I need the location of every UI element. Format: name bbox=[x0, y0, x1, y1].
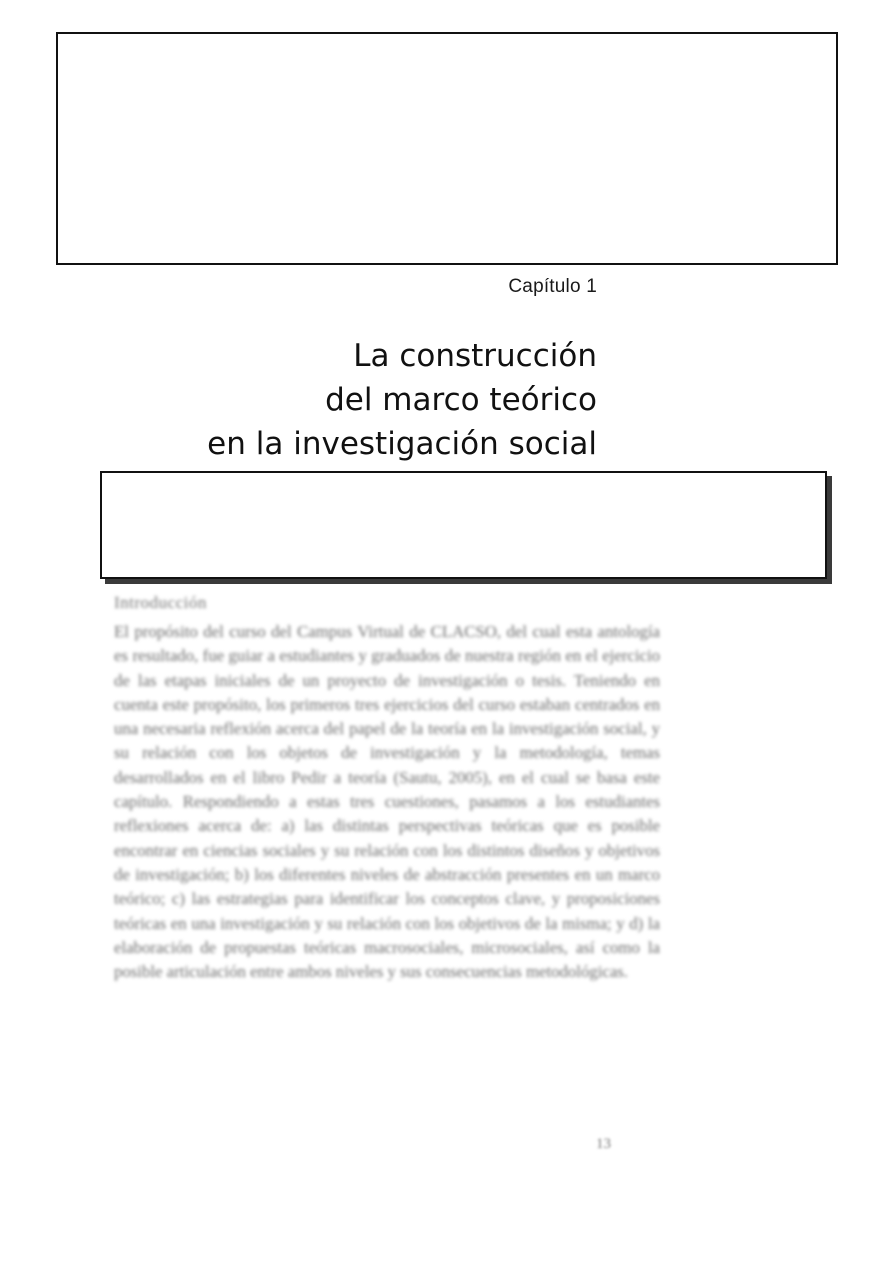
chapter-title-line: del marco teórico bbox=[325, 382, 597, 418]
chapter-title-line: La construcción bbox=[353, 338, 597, 374]
chapter-title-line: en la investigación social bbox=[207, 426, 597, 462]
image-placeholder-frame bbox=[56, 32, 838, 265]
body-paragraph: El propósito del curso del Campus Virtual de CLACSO, del cual esta antología es resultado, fue guiar a estudiantes y graduados de nuestra región en el ejercicio de las etapas iniciales de un proyecto de investigación o tesis. Teniendo en cuenta este propósito, los primeros tres ejercicios del curso estaban centrados en una necesaria reflexión acerca del papel de la teoría en la investigación social, y su relación con los objetos de investigación y la metodología, temas desarrollados en el libro Pedir a teoría (Sautu, 2005), en el cual se basa este capítulo. Respondiendo a estas tres cuestiones, pasamos a los estudiantes reflexiones acerca de: a) las distintas perspectivas teóricas que es posible encontrar en ciencias sociales y su relación con los distintos diseños y objetivos de investigación; b) los diferentes niveles de abstracción presentes en un marco teórico; c) las estrategias para identificar los conceptos clave, y proposiciones teóricas en una investigación y su relación con los objetivos de la misma; y d) la elaboración de propuestas teóricas macrosociales, microsociales, así como la posible articulación entre ambos niveles y sus consecuencias metodológicas. bbox=[114, 622, 660, 982]
page-number: 13 bbox=[596, 1136, 611, 1152]
chapter-title bbox=[207, 334, 597, 466]
section-heading: Introducción bbox=[114, 593, 207, 612]
summary-frame bbox=[100, 471, 827, 579]
chapter-label: Capítulo 1 bbox=[508, 276, 597, 297]
